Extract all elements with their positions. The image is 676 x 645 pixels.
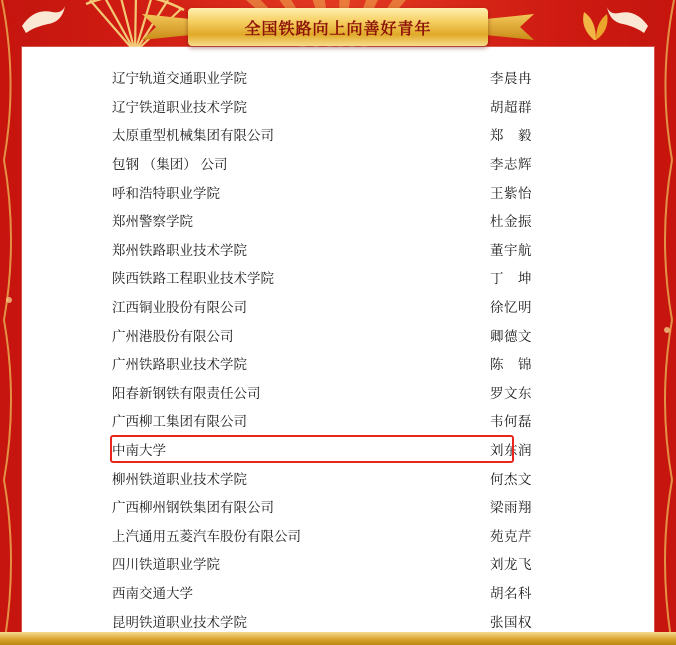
list-item xyxy=(22,320,654,349)
organization-name: 广西柳工集团有限公司 xyxy=(112,414,247,430)
ribbon-left-decoration xyxy=(0,0,22,645)
awardee-list xyxy=(22,47,654,632)
list-item xyxy=(22,206,654,235)
person-name: 李晨冉 xyxy=(490,71,532,87)
person-name: 丁 坤 xyxy=(490,271,532,287)
list-item xyxy=(22,349,654,378)
dove-icon-top-left xyxy=(18,2,68,36)
list-item xyxy=(22,177,654,206)
leaf-decoration-right xyxy=(574,6,614,42)
list-item xyxy=(22,463,654,492)
organization-name: 中南大学 xyxy=(112,443,166,459)
person-name: 胡名科 xyxy=(490,585,532,601)
person-name: 卿德文 xyxy=(490,328,532,344)
person-name: 罗文东 xyxy=(490,385,532,401)
list-item xyxy=(22,92,654,121)
person-name: 韦何磊 xyxy=(490,414,532,430)
organization-name: 广西柳州钢铁集团有限公司 xyxy=(112,500,274,516)
list-item xyxy=(22,263,654,292)
person-name: 陈 锦 xyxy=(490,357,532,373)
dove-icon-top-right xyxy=(606,4,652,36)
organization-name: 太原重型机械集团有限公司 xyxy=(112,128,274,144)
list-item xyxy=(22,235,654,264)
list-item xyxy=(22,606,654,632)
person-name: 梁雨翔 xyxy=(490,500,532,516)
list-item xyxy=(22,492,654,521)
organization-name: 郑州铁路职业技术学院 xyxy=(112,242,247,258)
list-item xyxy=(22,549,654,578)
organization-name: 阳春新钢铁有限责任公司 xyxy=(112,385,261,401)
person-name: 杜金振 xyxy=(490,214,532,230)
banner-title: 全国铁路向上向善好青年 xyxy=(244,20,432,38)
bottom-gold-bar xyxy=(0,632,676,645)
person-name: 刘龙飞 xyxy=(490,557,532,573)
header-banner xyxy=(188,8,488,46)
organization-name: 柳州铁道职业技术学院 xyxy=(112,471,247,487)
organization-name: 辽宁轨道交通职业学院 xyxy=(112,71,247,87)
content-sheet xyxy=(22,47,654,632)
person-name: 王紫怡 xyxy=(490,185,532,201)
organization-name: 陕西铁路工程职业技术学院 xyxy=(112,271,274,287)
person-name: 张国权 xyxy=(490,614,532,630)
organization-name: 广州铁路职业技术学院 xyxy=(112,357,247,373)
person-name: 徐忆明 xyxy=(490,300,532,316)
list-item xyxy=(22,521,654,550)
organization-name: 上汽通用五菱汽车股份有限公司 xyxy=(112,528,301,544)
list-item xyxy=(22,63,654,92)
person-name: 李志辉 xyxy=(490,157,532,173)
list-item xyxy=(22,292,654,321)
person-name: 胡超群 xyxy=(490,99,532,115)
list-item xyxy=(22,149,654,178)
list-item xyxy=(22,378,654,407)
person-name: 刘东润 xyxy=(490,443,532,459)
list-item xyxy=(22,120,654,149)
organization-name: 广州港股份有限公司 xyxy=(112,328,234,344)
person-name: 苑克芹 xyxy=(490,528,532,544)
list-item xyxy=(22,435,654,464)
organization-name: 四川铁道职业学院 xyxy=(112,557,220,573)
person-name: 何杰文 xyxy=(490,471,532,487)
organization-name: 辽宁铁道职业技术学院 xyxy=(112,99,247,115)
ribbon-right-decoration xyxy=(654,0,676,645)
organization-name: 江西铜业股份有限公司 xyxy=(112,300,247,316)
organization-name: 包钢 （集团） 公司 xyxy=(112,157,228,173)
person-name: 董宇航 xyxy=(490,242,532,258)
organization-name: 昆明铁道职业技术学院 xyxy=(112,614,247,630)
organization-name: 郑州警察学院 xyxy=(112,214,193,230)
list-item xyxy=(22,578,654,607)
list-item xyxy=(22,406,654,435)
person-name: 郑 毅 xyxy=(490,128,532,144)
organization-name: 呼和浩特职业学院 xyxy=(112,185,220,201)
organization-name: 西南交通大学 xyxy=(112,585,193,601)
